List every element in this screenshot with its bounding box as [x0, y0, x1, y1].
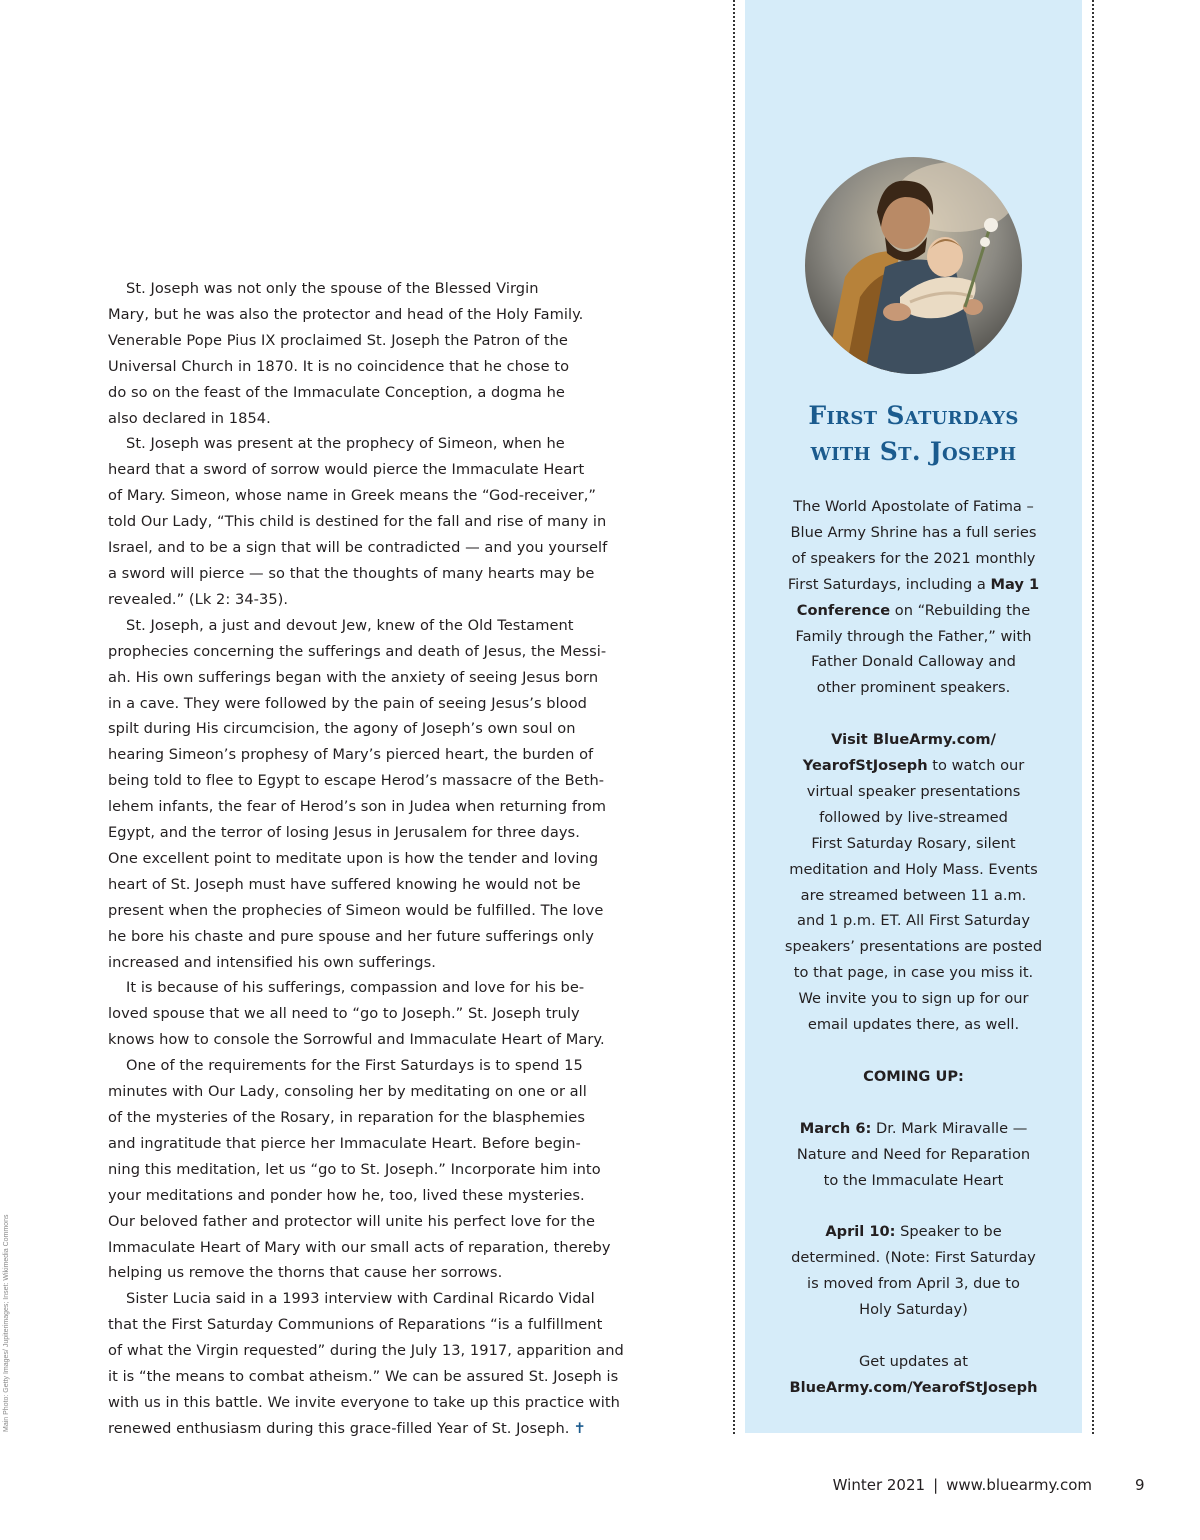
- article-line: also declared in 1854.: [108, 409, 271, 427]
- visit-line: [745, 727, 1082, 753]
- article-line: It is because of his sufferings, compassion and love for his be-: [126, 979, 585, 997]
- visit-text: to watch our: [927, 757, 1025, 775]
- article-line: with us in this battle. We invite everyone to take up this practice with: [108, 1393, 620, 1411]
- article-line: told Our Lady, “This child is destined for the fall and rise of many in: [108, 513, 607, 531]
- article-line: ah. His own sufferings began with the anxiety of seeing Jesus born: [108, 668, 599, 686]
- article-line: Sister Lucia said in a 1993 interview with Cardinal Ricardo Vidal: [126, 1290, 595, 1308]
- article-paragraph: [108, 975, 663, 1053]
- intro-line: Blue Army Shrine has a full series: [790, 523, 1037, 541]
- article-line: Mary, but he was also the protector and head of the Holy Family.: [108, 305, 584, 323]
- footer-separator: |: [933, 1476, 939, 1494]
- article-line: Israel, and to be a sign that will be contradicted — and you yourself: [108, 539, 608, 557]
- article-line: heard that a sword of sorrow would pierce the Immaculate Heart: [108, 461, 585, 479]
- article-line: of Mary. Simeon, whose name in Greek means the “God-receiver,”: [108, 487, 597, 505]
- visit-line: We invite you to sign up for our: [798, 990, 1029, 1008]
- article-paragraph: [108, 1053, 663, 1286]
- april-event-line: Holy Saturday): [859, 1301, 968, 1319]
- march-text: Dr. Mark Miravalle —: [871, 1119, 1028, 1137]
- article-line: increased and intensified his own sufferings.: [108, 953, 436, 971]
- article-line: spilt during His circumcision, the agony of Joseph’s own soul on: [108, 720, 576, 738]
- april-date: April 10:: [825, 1223, 896, 1241]
- article-line: St. Joseph, a just and devout Jew, knew of the Old Testament: [126, 616, 574, 634]
- april-event-line: determined. (Note: First Saturday: [791, 1249, 1036, 1267]
- intro-line: Father Donald Calloway and: [811, 653, 1016, 671]
- sidebar-title: [745, 398, 1082, 470]
- article-body: [108, 276, 663, 1442]
- conference-bold: Conference: [796, 601, 891, 619]
- april-text: Speaker to be: [895, 1223, 1002, 1241]
- footer-issue: Winter 2021: [832, 1476, 926, 1494]
- article-line: Egypt, and the terror of losing Jesus in Jerusalem for three days.: [108, 824, 580, 842]
- st-joseph-portrait: [805, 157, 1022, 374]
- visit-line: and 1 p.m. ET. All First Saturday: [797, 912, 1030, 930]
- article-line: helping us remove the thorns that cause her sorrows.: [108, 1264, 503, 1282]
- article-line: minutes with Our Lady, consoling her by meditating on one or all: [108, 1083, 587, 1101]
- intro-text: on “Rebuilding the: [890, 601, 1031, 619]
- article-line: being told to flee to Egypt to escape Herod’s massacre of the Beth-: [108, 772, 605, 790]
- article-line: your meditations and ponder how he, too, lived these mysteries.: [108, 1186, 585, 1204]
- sidebar-box: [745, 0, 1082, 1433]
- end-cross-icon: ✝: [573, 1419, 586, 1437]
- footer-website[interactable]: www.bluearmy.com: [946, 1476, 1092, 1494]
- article-paragraphs: [108, 276, 663, 1442]
- visit-line: virtual speaker presentations: [806, 782, 1021, 800]
- article-line: One excellent point to meditate upon is how the tender and loving: [108, 849, 599, 867]
- article-paragraph: [108, 613, 663, 976]
- article-line: prophecies concerning the sufferings and death of Jesus, the Messi-: [108, 642, 607, 660]
- article-line: that the First Saturday Communions of Reparations “is a fulfillment: [108, 1316, 603, 1334]
- visit-link-bold[interactable]: Visit BlueArmy.com/: [831, 731, 996, 749]
- article-line: One of the requirements for the First Saturdays is to spend 15: [126, 1057, 583, 1075]
- article-line: a sword will pierce — so that the thoughts of many hearts may be: [108, 564, 595, 582]
- intro-line: The World Apostolate of Fatima –: [793, 498, 1034, 515]
- article-line: of what the Virgin requested” during the July 13, 1917, apparition and: [108, 1342, 624, 1360]
- article-line: loved spouse that we all need to “go to Joseph.” St. Joseph truly: [108, 1005, 580, 1023]
- march-event-line: Nature and Need for Reparation: [796, 1145, 1031, 1163]
- article-paragraph: [108, 431, 663, 612]
- article-line: knows how to console the Sorrowful and Immaculate Heart of Mary.: [108, 1031, 605, 1049]
- intro-line: Family through the Father,” with: [795, 627, 1032, 645]
- visit-line: to that page, in case you miss it.: [793, 964, 1034, 982]
- page-number: 9: [1135, 1476, 1145, 1494]
- article-line: revealed.” (Lk 2: 34-35).: [108, 590, 289, 608]
- may-conference-bold: May 1: [990, 575, 1040, 593]
- march-event-line: [745, 1116, 1082, 1142]
- intro-line: [745, 598, 1082, 624]
- article-line: St. Joseph was not only the spouse of the Blessed Virgin: [126, 280, 539, 297]
- visit-line: First Saturday Rosary, silent: [811, 834, 1016, 852]
- visit-line: speakers’ presentations are posted: [784, 938, 1043, 956]
- updates-link-line: [745, 1375, 1082, 1401]
- article-line: Immaculate Heart of Mary with our small acts of reparation, thereby: [108, 1238, 611, 1256]
- article-line: Universal Church in 1870. It is no coincidence that he chose to: [108, 357, 570, 375]
- article-line: Venerable Pope Pius IX proclaimed St. Joseph the Patron of the: [108, 331, 568, 349]
- coming-up-heading: [745, 1064, 1082, 1090]
- column-divider-right: [1092, 0, 1094, 1434]
- page-footer: [0, 1476, 1200, 1500]
- intro-line: [745, 572, 1082, 598]
- visit-line: meditation and Holy Mass. Events: [789, 860, 1038, 878]
- portrait-painting-image: [805, 157, 1022, 374]
- article-line: renewed enthusiasm during this grace-filled Year of St. Joseph. ✝: [108, 1419, 586, 1437]
- visit-line: followed by live-streamed: [819, 808, 1008, 826]
- article-line: Our beloved father and protector will unite his perfect love for the: [108, 1212, 595, 1230]
- visit-line: [745, 753, 1082, 779]
- article-line: heart of St. Joseph must have suffered knowing he would not be: [108, 875, 581, 893]
- intro-text: First Saturdays, including a: [787, 575, 991, 593]
- article-paragraph: [108, 276, 663, 431]
- april-event-line: [745, 1219, 1082, 1245]
- updates-link[interactable]: BlueArmy.com/YearofStJoseph: [789, 1378, 1038, 1396]
- visit-line: email updates there, as well.: [807, 1016, 1020, 1034]
- article-line: St. Joseph was present at the prophecy of Simeon, when he: [126, 435, 565, 453]
- article-line: do so on the feast of the Immaculate Conception, a dogma he: [108, 383, 565, 401]
- april-event-line: is moved from April 3, due to: [807, 1275, 1020, 1293]
- article-line: hearing Simeon’s prophesy of Mary’s pierced heart, the burden of: [108, 746, 594, 764]
- intro-line: other prominent speakers.: [816, 679, 1011, 697]
- intro-line: of speakers for the 2021 monthly: [791, 549, 1036, 567]
- footer-issue-info: [833, 1476, 1092, 1494]
- march-event-line: to the Immaculate Heart: [823, 1171, 1004, 1189]
- article-line: and ingratitude that pierce her Immaculate Heart. Before begin-: [108, 1134, 581, 1152]
- visit-line: are streamed between 11 a.m.: [800, 886, 1027, 904]
- march-date: March 6:: [799, 1119, 872, 1137]
- column-divider-left: [733, 0, 735, 1434]
- updates-line: Get updates at: [859, 1352, 968, 1370]
- article-line: in a cave. They were followed by the pain of seeing Jesus’s blood: [108, 694, 587, 712]
- article-line: present when the prophecies of Simeon would be fulfilled. The love: [108, 901, 604, 919]
- article-line: ning this meditation, let us “go to St. Joseph.” Incorporate him into: [108, 1160, 601, 1178]
- article-line: he bore his chaste and pure spouse and her future sufferings only: [108, 927, 594, 945]
- sidebar-title-line1: First Saturdays: [808, 401, 1019, 430]
- sidebar-title-line2: with St. Joseph: [810, 437, 1017, 466]
- article-line: of the mysteries of the Rosary, in reparation for the blasphemies: [108, 1109, 585, 1126]
- coming-up-label: COMING UP:: [863, 1067, 964, 1085]
- visit-link-bold[interactable]: YearofStJoseph: [802, 757, 928, 775]
- article-line: lehem infants, the fear of Herod’s son in Judea when returning from: [108, 798, 606, 816]
- photo-credit: Main Photo: Getty Images/ Jupiterimages; Inset: Wikimedia Commons: [3, 1214, 10, 1432]
- article-line: it is “the means to combat atheism.” We can be assured St. Joseph is: [108, 1368, 619, 1386]
- article-paragraph: [108, 1286, 663, 1441]
- sidebar-text: [745, 494, 1082, 1401]
